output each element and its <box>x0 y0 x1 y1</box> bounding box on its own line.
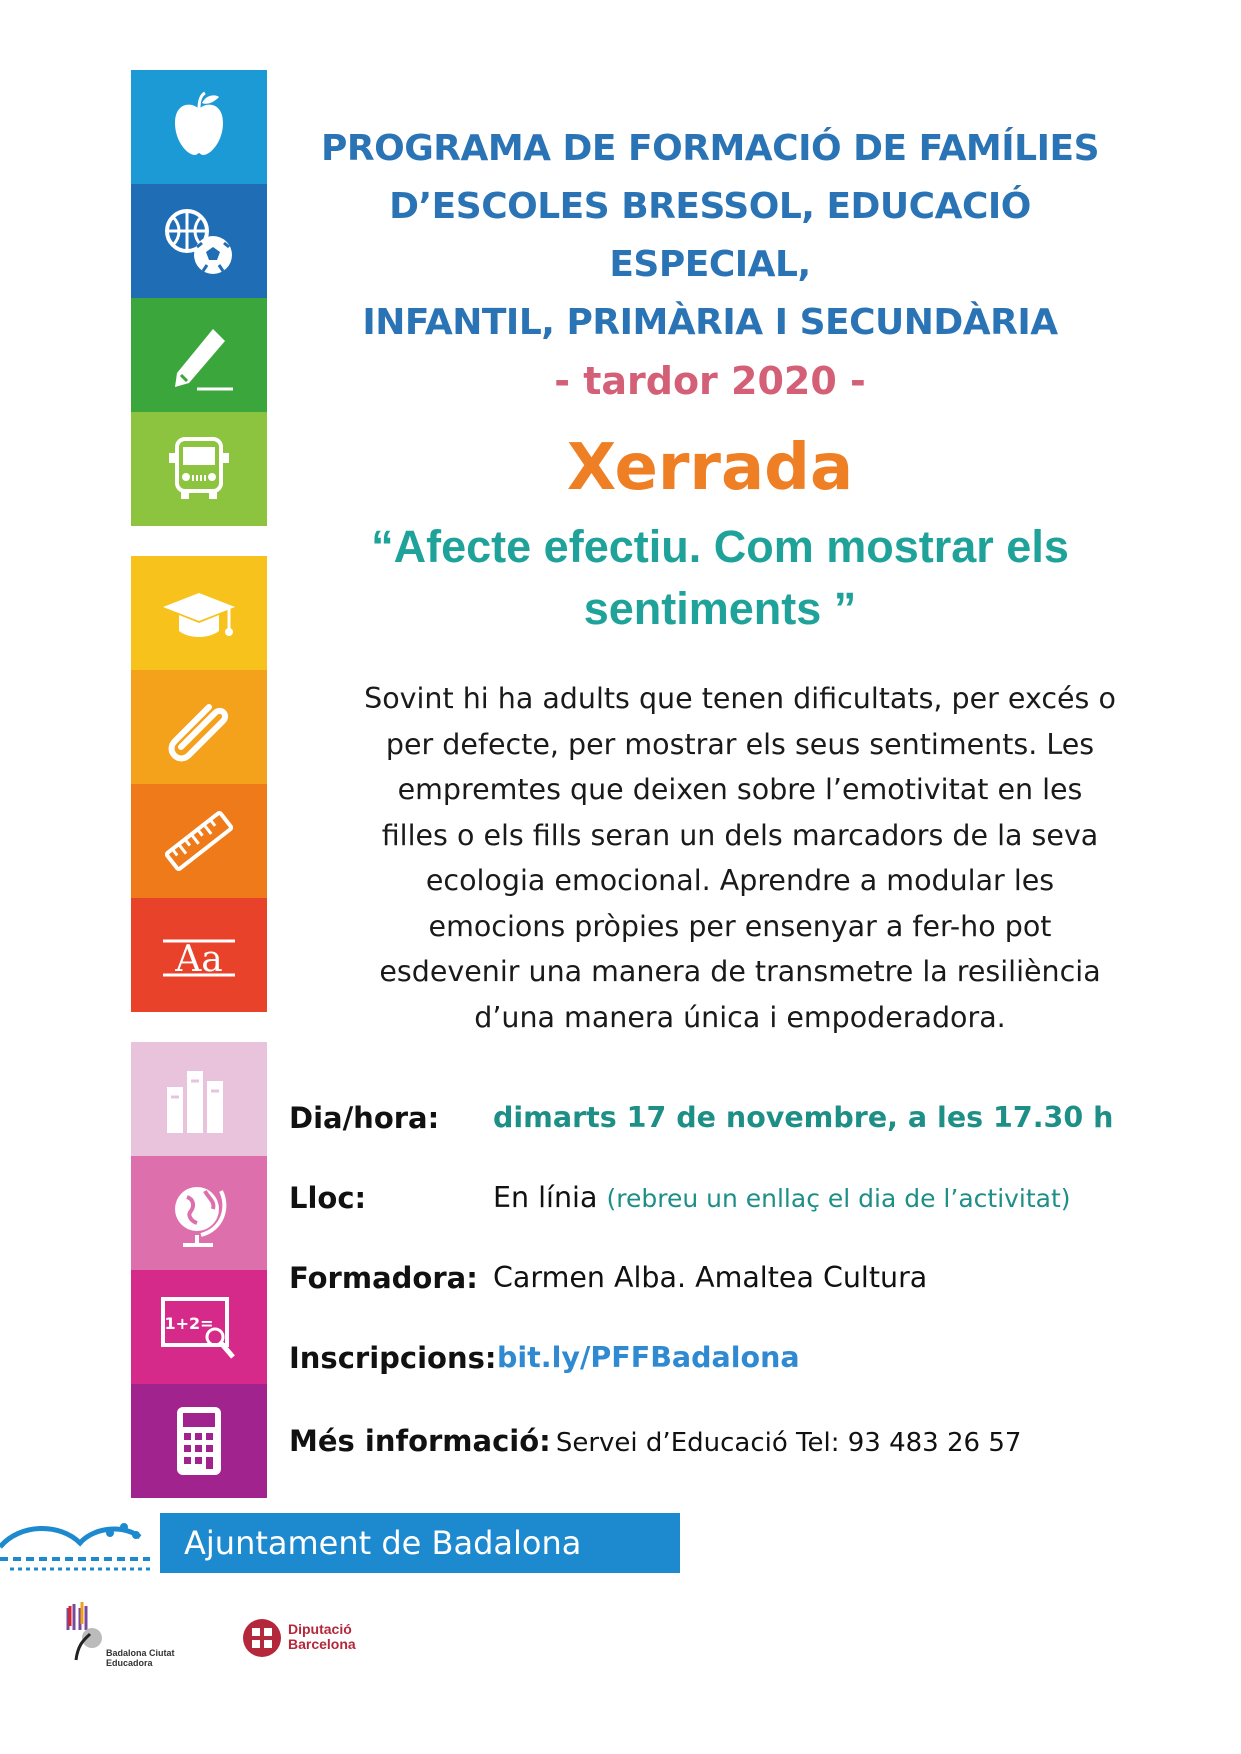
trainer-label: Formadora: <box>289 1261 478 1295</box>
header-line-2: D’ESCOLES BRESSOL, EDUCACIÓ ESPECIAL, <box>389 186 1031 285</box>
place-value: En línia <box>493 1181 598 1214</box>
signup-row <box>289 1336 1129 1380</box>
date-row <box>289 1096 1129 1140</box>
bus-icon <box>157 427 241 511</box>
diputacio-barcelona-logo <box>242 1618 382 1658</box>
place-row <box>289 1176 1129 1220</box>
talk-description <box>330 676 1150 1040</box>
trainer-value: Carmen Alba. Amaltea Cultura <box>493 1261 928 1294</box>
graduation-cap-icon <box>157 571 241 655</box>
balls-icon <box>157 199 241 283</box>
description-line: esdevenir una manera de transmetre la resiliència <box>379 955 1101 988</box>
talk-title <box>300 516 1140 640</box>
bce-logo-text: Badalona Ciutat Educadora <box>106 1648 175 1668</box>
graduation-tile <box>131 556 267 670</box>
diputacio-emblem-icon <box>242 1618 282 1658</box>
description-line: per defecte, per mostrar els seus sentiments. Les <box>385 727 1095 761</box>
globe-tile <box>131 1156 267 1270</box>
ruler-tile <box>131 784 267 898</box>
diputacio-logo-text <box>288 1622 356 1652</box>
talk-type-title: Xerrada <box>566 431 854 505</box>
season-label: - tardor 2020 - <box>554 359 866 403</box>
place-value-wrap <box>493 1176 1071 1221</box>
diputacio-line-1: Diputació <box>288 1621 352 1637</box>
description-line: filles o els fills seran un dels marcadors de la seva <box>381 818 1099 852</box>
globe-icon <box>157 1171 241 1255</box>
books-icon <box>157 1057 241 1141</box>
trainer-row <box>289 1256 1129 1300</box>
date-label: Dia/hora: <box>289 1101 440 1135</box>
calculator-icon <box>157 1399 241 1483</box>
text-aa-tile <box>131 898 267 1012</box>
place-label: Lloc: <box>289 1181 367 1215</box>
paperclip-icon <box>157 685 241 769</box>
description-line: d’una manera única i empoderadora. <box>474 1000 1006 1034</box>
svg-text:1+2=: 1+2= <box>164 1314 214 1333</box>
apple-tile <box>131 70 267 184</box>
description-line: empremtes que deixen sobre l’emotivitat en les <box>397 773 1083 806</box>
more-info-row <box>289 1424 1129 1468</box>
more-info-label: Més informació: <box>289 1424 551 1458</box>
pencil-tile <box>131 298 267 412</box>
banner-label: Ajuntament de Badalona <box>160 1513 680 1573</box>
badalona-ciutat-educadora-logo <box>62 1600 192 1670</box>
calculator-tile <box>131 1384 267 1498</box>
books-tile <box>131 1042 267 1156</box>
talk-title-line-1: “Afecte efectiu. Com mostrar els <box>371 521 1069 572</box>
chalkboard-icon <box>157 1285 241 1369</box>
description-line: Sovint hi ha adults que tenen dificultats, per excés o <box>364 682 1116 715</box>
svg-text:Aa: Aa <box>175 939 223 980</box>
more-info-value: Servei d’Educació Tel: 93 483 26 57 <box>555 1428 1022 1458</box>
ajuntament-banner <box>0 1513 680 1573</box>
place-note: (rebreu un enllaç el dia de l’activitat) <box>606 1184 1071 1213</box>
signup-label: Inscripcions: <box>289 1341 497 1375</box>
description-line: emocions pròpies per ensenyar a fer-ho pot <box>428 909 1052 943</box>
bus-tile <box>131 412 267 526</box>
header-line-1: PROGRAMA DE FORMACIÓ DE FAMÍLIES <box>320 128 1100 169</box>
hands-logo-icon <box>62 1600 104 1664</box>
pencil-icon <box>157 313 241 397</box>
description-line: ecologia emocional. Aprendre a modular les <box>425 864 1055 897</box>
apple-icon <box>157 85 241 169</box>
text-aa-icon <box>157 913 241 997</box>
ruler-icon <box>157 799 241 883</box>
talk-title-line-2: sentiments ” <box>583 583 857 634</box>
balls-tile <box>131 184 267 298</box>
paperclip-tile <box>131 670 267 784</box>
program-header <box>290 120 1130 410</box>
date-value: dimarts 17 de novembre, a les 17.30 h <box>493 1101 1114 1134</box>
signup-link[interactable]: bit.ly/PFFBadalona <box>497 1341 800 1374</box>
header-line-3: INFANTIL, PRIMÀRIA I SECUNDÀRIA <box>362 302 1058 343</box>
chalkboard-tile <box>131 1270 267 1384</box>
ajuntament-emblem-icon <box>0 1513 160 1573</box>
diputacio-line-2: Barcelona <box>288 1636 356 1652</box>
